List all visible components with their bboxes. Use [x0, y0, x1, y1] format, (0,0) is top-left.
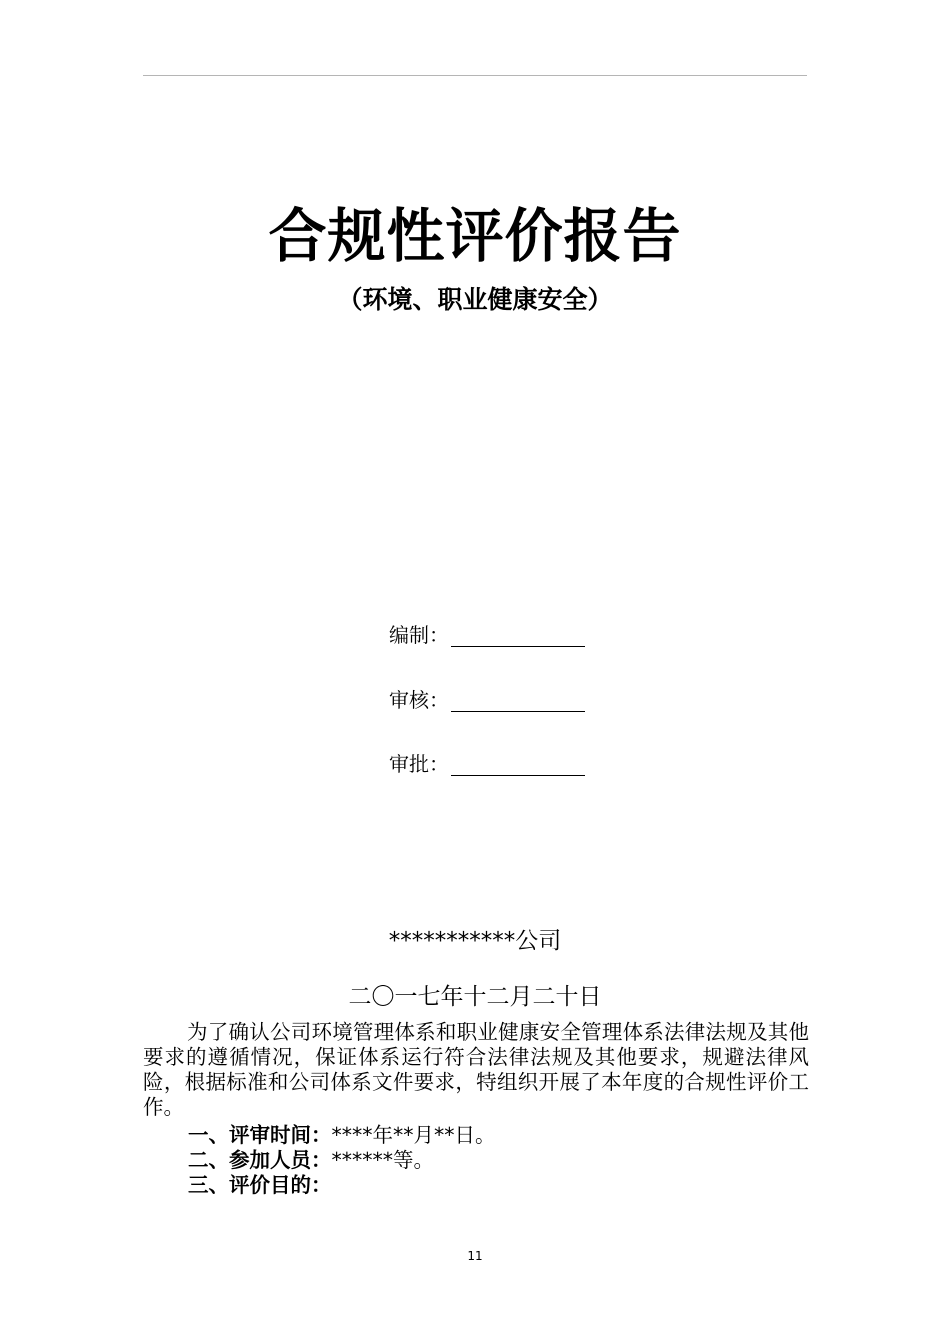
item-value: ****年**月**日。 [331, 1123, 496, 1147]
list-item [188, 1173, 332, 1198]
company-name: ***********公司 [388, 928, 562, 954]
signature-blank-line [451, 753, 585, 776]
signature-blank-line [451, 689, 585, 712]
signature-row-approver [389, 749, 585, 779]
list-item [188, 1148, 434, 1173]
item-heading: 三、评价目的： [188, 1173, 332, 1197]
signature-blank-line [451, 624, 585, 647]
signature-label: 审批： [389, 752, 449, 776]
item-heading: 二、参加人员： [188, 1148, 332, 1172]
item-heading: 一、评审时间： [188, 1123, 332, 1147]
page-number: 11 [467, 1249, 483, 1263]
report-subtitle: （环境、职业健康安全） [337, 285, 613, 314]
signature-row-compiler [389, 620, 585, 650]
intro-paragraph: 为了确认公司环境管理体系和职业健康安全管理体系法律法规及其他要求的遵循情况，保证体系运行符合法律法规及其他要求，规避法律风险，根据标准和公司体系文件要求，特组织开展了本年度的合规性评价工作。 [143, 1020, 809, 1119]
signature-row-reviewer [389, 685, 585, 715]
item-value: ******等。 [331, 1148, 434, 1172]
report-title: 合规性评价报告 [268, 202, 682, 270]
signature-label: 审核： [389, 688, 449, 712]
list-item [188, 1123, 496, 1148]
report-date: 二〇一七年十二月二十日 [348, 984, 602, 1010]
signature-label: 编制： [389, 623, 449, 647]
header-rule [143, 75, 807, 76]
